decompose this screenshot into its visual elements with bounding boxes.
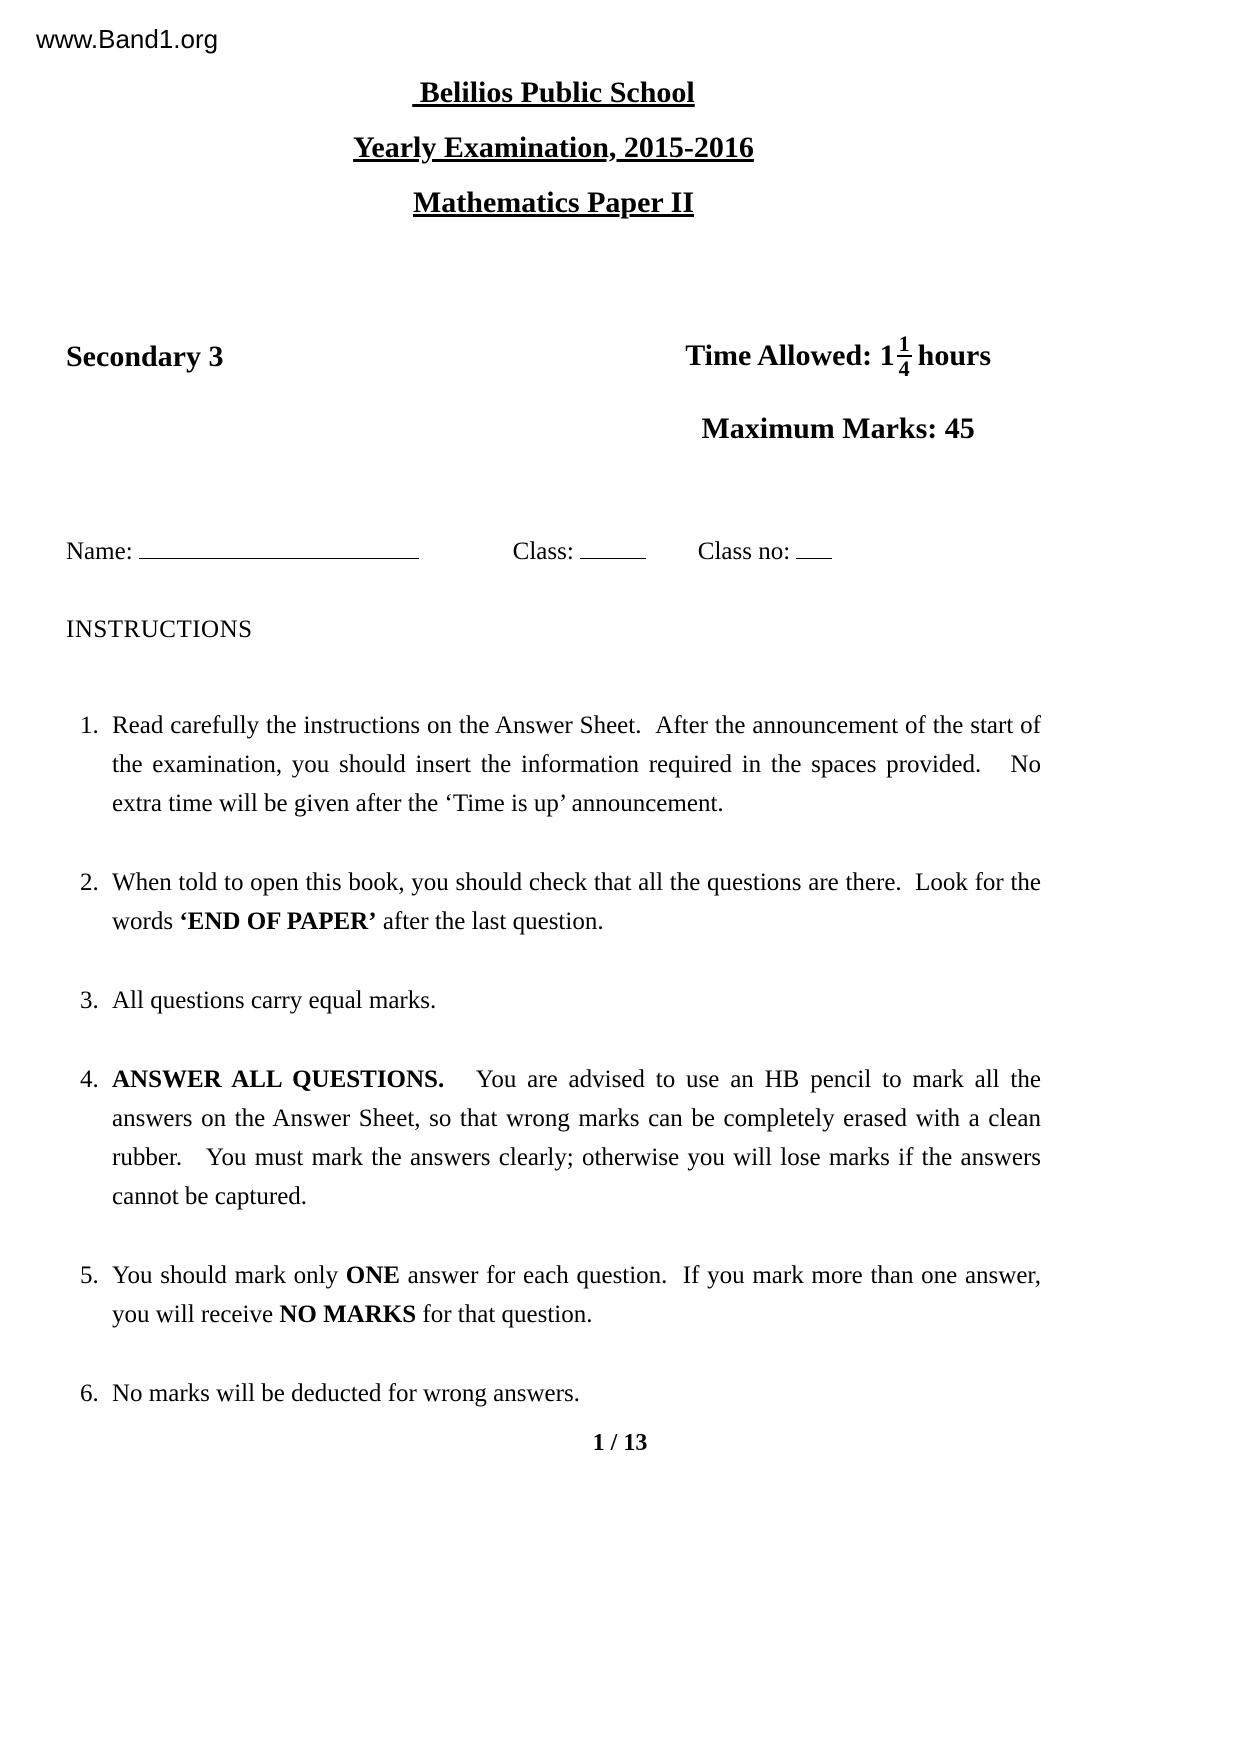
time-allowed — [685, 332, 991, 380]
instructions-list — [66, 706, 1041, 1413]
instruction-item-6 — [66, 1374, 1041, 1413]
school-name: Belilios Public School — [412, 76, 695, 109]
instructions-title: INSTRUCTIONS — [66, 616, 253, 644]
instruction-segment: for that question. — [416, 1301, 593, 1329]
page-number: 1 / 13 — [592, 1430, 648, 1456]
instruction-number: 5. — [80, 1262, 99, 1290]
instruction-text — [112, 1060, 1041, 1216]
right-meta-block — [685, 332, 991, 446]
instruction-segment-bold: ‘END OF PAPER’ — [179, 908, 377, 936]
name-blank — [139, 534, 419, 559]
class-blank — [580, 534, 646, 559]
fraction-numerator: 1 — [898, 331, 910, 356]
instruction-text — [112, 981, 1041, 1020]
instruction-item-3 — [66, 981, 1041, 1020]
subject-title: Mathematics Paper II — [412, 186, 695, 219]
instruction-segment-bold: NO MARKS — [279, 1301, 417, 1329]
instruction-item-1 — [66, 706, 1041, 823]
name-label: Name: — [66, 538, 133, 566]
fraction-denominator: 4 — [898, 356, 910, 382]
instruction-text — [112, 863, 1041, 941]
meta-row — [66, 332, 1041, 446]
class-level: Secondary 3 — [66, 340, 224, 373]
instruction-item-4 — [66, 1060, 1041, 1216]
instruction-segment-bold: ANSWER ALL QUESTIONS. — [112, 1066, 445, 1094]
instruction-segment: You are advised to use an HB pencil to mark all the answers on the Answer Sheet, so that wrong marks can be completely erased with a clean rubber. You must mark the answers clearly; otherwise you will lose marks if the answers cannot be captured. — [112, 1066, 1041, 1211]
instruction-segment: All questions carry equal marks. — [112, 987, 437, 1015]
time-allowed-suffix: hours — [917, 339, 991, 373]
instruction-number: 2. — [80, 869, 99, 897]
class-no-blank — [796, 534, 832, 559]
maximum-marks: Maximum Marks: 45 — [701, 412, 975, 446]
class-no-label: Class no: — [697, 538, 791, 566]
instruction-item-5 — [66, 1256, 1041, 1334]
class-label: Class: — [512, 538, 574, 566]
instruction-number: 4. — [80, 1066, 99, 1094]
time-fraction — [897, 332, 912, 380]
instruction-number: 1. — [80, 712, 99, 740]
instruction-segment: No marks will be deducted for wrong answers. — [112, 1380, 580, 1408]
instruction-segment: Read carefully the instructions on the Answer Sheet. After the announcement of the start of the examination, you should insert the information required in the spaces provided. No extra time will be given after the ‘Time is up’ announcement. — [112, 712, 1041, 818]
time-allowed-prefix: Time Allowed: 1 — [685, 339, 895, 373]
student-fields-row — [66, 534, 1041, 566]
instruction-segment: When told to open this book, you should check that all the questions are there. Look for the words — [112, 869, 1041, 936]
instruction-text — [112, 1256, 1041, 1334]
instruction-segment: answer for each question. If you mark more than one answer, you will receive — [112, 1262, 1042, 1329]
instruction-item-2 — [66, 863, 1041, 941]
watermark-url: www.Band1.org — [36, 24, 219, 54]
instruction-segment: after the last question. — [376, 908, 604, 936]
instruction-number: 3. — [80, 987, 99, 1015]
instruction-number: 6. — [80, 1380, 99, 1408]
exam-title: Yearly Examination, 2015-2016 — [353, 131, 754, 164]
header-block — [66, 76, 1041, 220]
page-content — [66, 0, 1041, 1453]
instruction-text — [112, 706, 1041, 823]
instruction-text — [112, 1374, 1041, 1413]
instruction-segment-bold: ONE — [345, 1262, 400, 1290]
instruction-segment: You should mark only — [112, 1262, 346, 1290]
